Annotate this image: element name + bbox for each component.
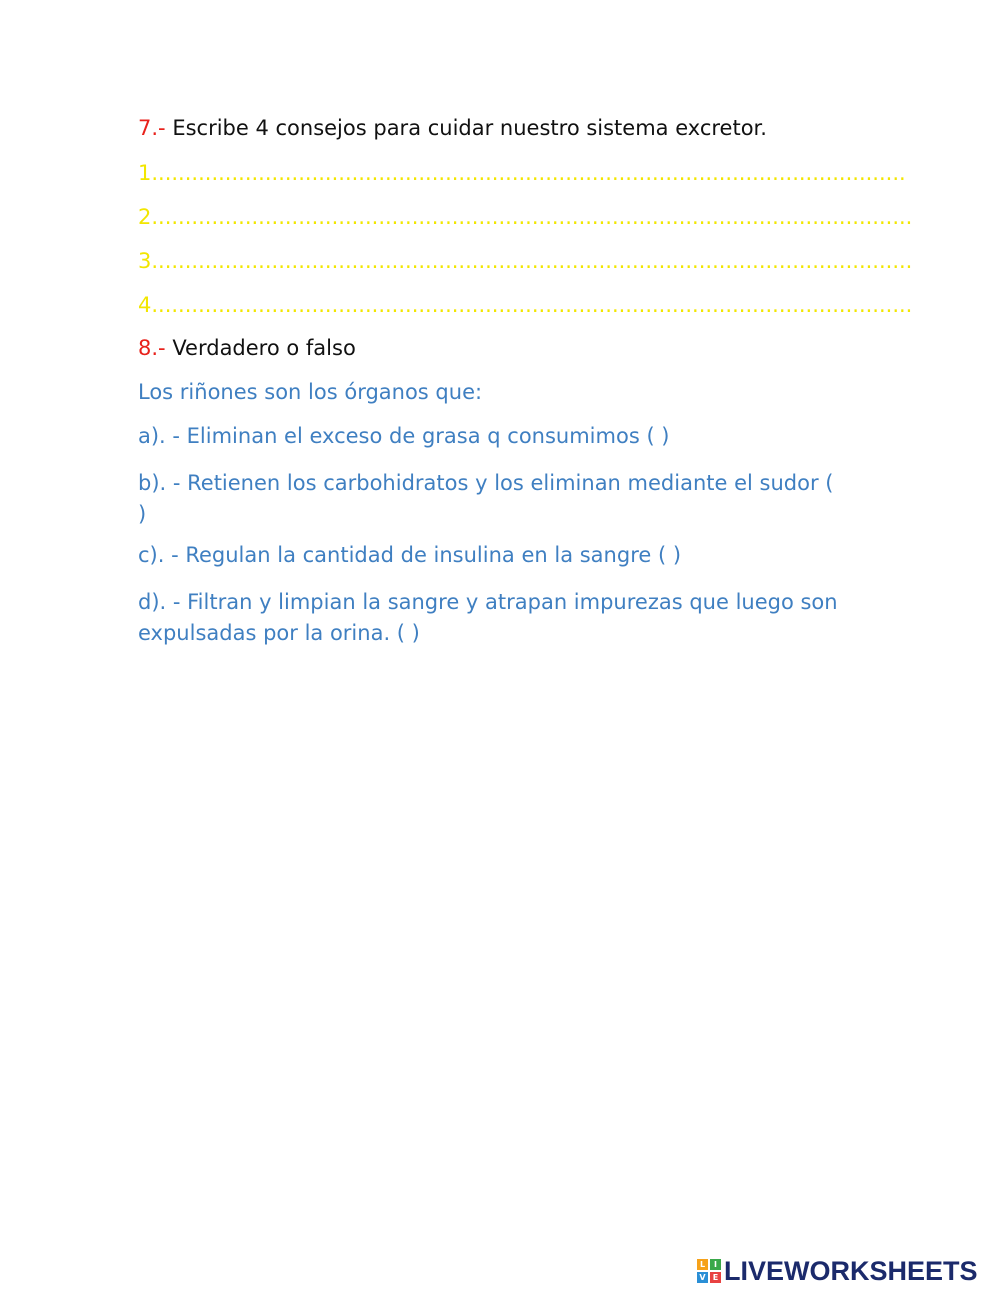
answer-line-4[interactable]: 4.................................................................................................................. [138,293,913,317]
question-8 [138,336,356,360]
liveworksheets-logo [697,1256,978,1286]
question-7-text: Escribe 4 consejos para cuidar nuestro sistema excretor. [172,116,767,140]
option-d[interactable]: d). - Filtran y limpian la sangre y atrapan impurezas que luego son expulsadas por la orina. ( ) [138,590,838,645]
question-7 [138,116,767,140]
answer-line-3[interactable]: 3.................................................................................................................. [138,249,913,273]
option-a[interactable]: a). - Eliminan el exceso de grasa q consumimos ( ) [138,424,670,448]
option-c[interactable]: c). - Regulan la cantidad de insulina en la sangre ( ) [138,543,682,567]
option-b[interactable]: b). - Retienen los carbohidratos y los eliminan mediante el sudor ( ) [138,471,834,526]
answer-line-2[interactable]: 2.................................................................................................................. [138,205,913,229]
question-8-text: Verdadero o falso [172,336,356,360]
logo-letter-l: L [697,1259,708,1270]
answer-line-1[interactable]: 1................................................................................................................. [138,161,906,185]
logo-letter-e: E [710,1272,721,1283]
logo-text: LIVEWORKSHEETS [724,1255,978,1286]
question-8-intro: Los riñones son los órganos que: [138,380,483,404]
question-7-number: 7.- [138,116,166,140]
question-8-number: 8.- [138,336,166,360]
logo-icon [697,1259,721,1283]
logo-letter-i: I [710,1259,721,1270]
logo-letter-v: V [697,1272,708,1283]
